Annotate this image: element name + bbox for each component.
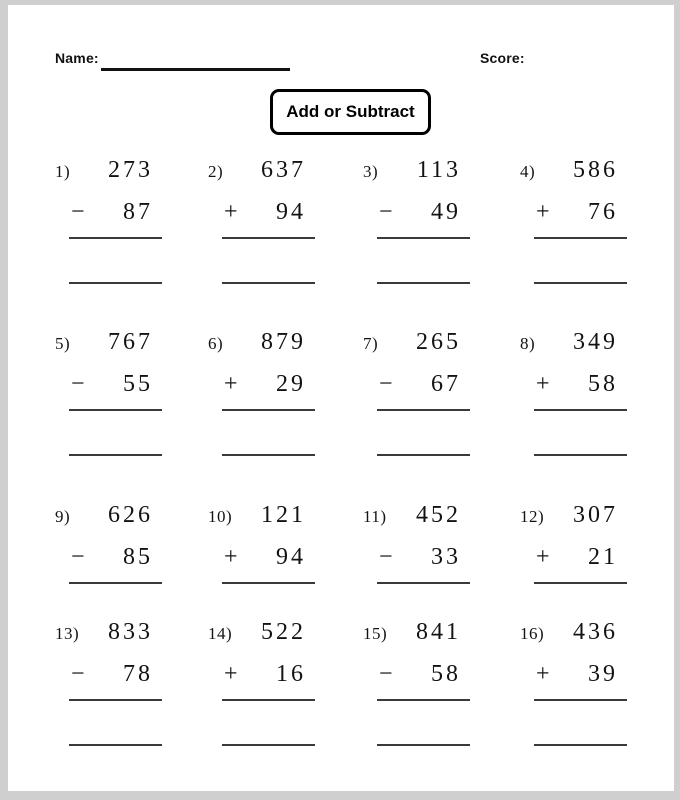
problem-8 [520,330,627,460]
answer-line-1 [69,237,162,239]
answer-line-1 [222,582,315,584]
problem-number: 6) [208,334,224,353]
problem-operator-row [208,662,315,688]
problem-14 [208,620,315,750]
bottom-operand: 58 [588,371,618,397]
operator-sign: + [536,544,550,570]
operator-sign: + [224,544,238,570]
problem-top-row [363,158,470,184]
problem-number: 5) [55,334,71,353]
top-operand: 522 [261,619,306,645]
problem-number: 1) [55,162,71,181]
problem-2 [208,158,315,288]
problem-12 [520,503,627,633]
answer-line-1 [377,237,470,239]
operator-sign: − [71,544,85,570]
answer-line-1 [377,699,470,701]
operator-sign: − [71,199,85,225]
bottom-operand: 49 [431,199,461,225]
problem-operator-row [520,372,627,398]
answer-line-1 [69,582,162,584]
answer-line-2 [222,744,315,746]
answer-line-1 [534,237,627,239]
problem-operator-row [363,545,470,571]
problem-number: 14) [208,624,233,643]
problem-top-row [520,330,627,356]
top-operand: 841 [416,619,461,645]
problem-number: 9) [55,507,71,526]
problem-number: 10) [208,507,233,526]
problem-15 [363,620,470,750]
top-operand: 265 [416,329,461,355]
top-operand: 452 [416,502,461,528]
answer-line-1 [222,237,315,239]
problem-5 [55,330,162,460]
operator-sign: − [379,199,393,225]
problem-top-row [55,330,162,356]
worksheet-page [8,5,674,791]
answer-line-2 [534,744,627,746]
top-operand: 586 [573,157,618,183]
problem-13 [55,620,162,750]
answer-line-2 [534,454,627,456]
problem-operator-row [520,662,627,688]
answer-line-2 [377,454,470,456]
problem-number: 8) [520,334,536,353]
bottom-operand: 58 [431,661,461,687]
name-fill-in-line [101,68,290,71]
operator-sign: + [224,199,238,225]
problem-top-row [363,330,470,356]
operator-sign: + [224,371,238,397]
answer-line-2 [222,454,315,456]
problem-6 [208,330,315,460]
problem-number: 3) [363,162,379,181]
answer-line-1 [534,699,627,701]
name-label: Name: [55,50,99,66]
answer-line-1 [377,582,470,584]
operator-sign: − [379,544,393,570]
top-operand: 436 [573,619,618,645]
problem-number: 2) [208,162,224,181]
bottom-operand: 94 [276,544,306,570]
answer-line-1 [534,582,627,584]
problem-number: 7) [363,334,379,353]
bottom-operand: 94 [276,199,306,225]
problem-operator-row [208,200,315,226]
answer-line-2 [222,282,315,284]
answer-line-1 [377,409,470,411]
answer-line-2 [69,744,162,746]
problem-9 [55,503,162,633]
problem-top-row [520,158,627,184]
answer-line-2 [534,282,627,284]
bottom-operand: 16 [276,661,306,687]
problem-1 [55,158,162,288]
answer-line-1 [69,699,162,701]
bottom-operand: 87 [123,199,153,225]
answer-line-1 [69,409,162,411]
problem-operator-row [55,545,162,571]
bottom-operand: 67 [431,371,461,397]
problem-top-row [55,620,162,646]
top-operand: 307 [573,502,618,528]
problem-number: 16) [520,624,545,643]
problem-top-row [363,620,470,646]
problem-top-row [520,503,627,529]
operator-sign: − [71,661,85,687]
top-operand: 349 [573,329,618,355]
problem-operator-row [55,200,162,226]
answer-line-2 [69,282,162,284]
operator-sign: + [536,199,550,225]
bottom-operand: 55 [123,371,153,397]
answer-line-2 [377,744,470,746]
answer-line-2 [69,454,162,456]
top-operand: 273 [108,157,153,183]
problem-operator-row [520,200,627,226]
worksheet-title: Add or Subtract [286,102,415,121]
problem-top-row [208,620,315,646]
problem-4 [520,158,627,288]
top-operand: 879 [261,329,306,355]
problem-top-row [208,158,315,184]
problem-operator-row [363,372,470,398]
problem-number: 12) [520,507,545,526]
answer-line-2 [377,282,470,284]
problem-3 [363,158,470,288]
answer-line-1 [222,409,315,411]
problem-operator-row [520,545,627,571]
top-operand: 121 [261,502,306,528]
problem-operator-row [363,662,470,688]
operator-sign: + [224,661,238,687]
bottom-operand: 21 [588,544,618,570]
top-operand: 637 [261,157,306,183]
problem-10 [208,503,315,633]
problem-number: 11) [363,507,387,526]
bottom-operand: 76 [588,199,618,225]
operator-sign: + [536,661,550,687]
operator-sign: + [536,371,550,397]
operator-sign: − [71,371,85,397]
worksheet-title-box [270,89,431,135]
bottom-operand: 33 [431,544,461,570]
problem-number: 13) [55,624,80,643]
bottom-operand: 78 [123,661,153,687]
problem-16 [520,620,627,750]
problem-operator-row [208,372,315,398]
problem-top-row [55,503,162,529]
top-operand: 113 [416,157,461,183]
bottom-operand: 85 [123,544,153,570]
problem-top-row [208,503,315,529]
problem-number: 15) [363,624,388,643]
top-operand: 767 [108,329,153,355]
problem-operator-row [55,372,162,398]
operator-sign: − [379,661,393,687]
operator-sign: − [379,371,393,397]
top-operand: 626 [108,502,153,528]
problem-top-row [520,620,627,646]
problem-operator-row [363,200,470,226]
problem-11 [363,503,470,633]
bottom-operand: 39 [588,661,618,687]
problem-number: 4) [520,162,536,181]
problem-top-row [208,330,315,356]
top-operand: 833 [108,619,153,645]
answer-line-1 [222,699,315,701]
answer-line-1 [534,409,627,411]
score-label: Score: [480,50,525,66]
bottom-operand: 29 [276,371,306,397]
problem-operator-row [55,662,162,688]
problem-operator-row [208,545,315,571]
problem-top-row [363,503,470,529]
problem-7 [363,330,470,460]
problem-top-row [55,158,162,184]
